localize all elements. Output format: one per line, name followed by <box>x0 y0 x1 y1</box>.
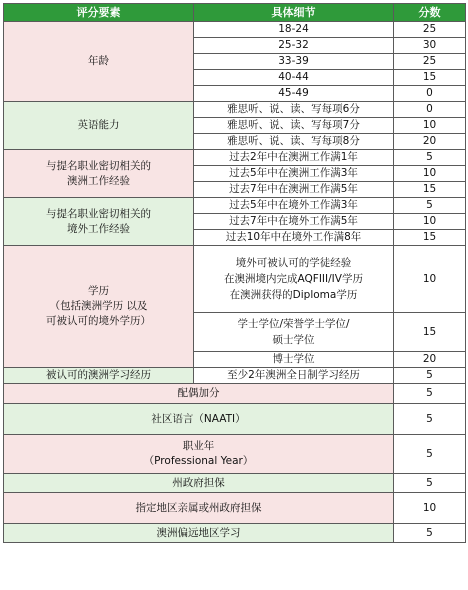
detail-line: 境外可被认可的学徒经验 <box>235 257 352 269</box>
header-detail: 具体细节 <box>194 4 394 22</box>
factor-english: 英语能力 <box>4 102 194 150</box>
factor-overseas-work <box>4 198 194 246</box>
points-cell: 5 <box>394 435 466 474</box>
detail-cell: 18-24 <box>194 22 394 38</box>
factor-label-line: （包括澳洲学历 以及 <box>49 300 148 312</box>
factor-label-line: 与提名职业密切相关的 <box>46 207 151 220</box>
detail-cell: 过去10年中在境外工作满8年 <box>194 230 394 246</box>
factor-community-language: 社区语言（NAATI） <box>4 404 394 435</box>
points-cell: 0 <box>394 102 466 118</box>
table-row <box>4 435 466 474</box>
points-cell: 15 <box>394 70 466 86</box>
factor-label-line: 境外工作经验 <box>67 222 130 235</box>
factor-regional-sponsor: 指定地区亲属或州政府担保 <box>4 493 394 524</box>
detail-cell: 40-44 <box>194 70 394 86</box>
table-row <box>4 150 466 166</box>
factor-regional-study: 澳洲偏远地区学习 <box>4 524 394 543</box>
factor-label-line: 职业年 <box>182 440 215 452</box>
factor-label-line: 学历 <box>88 285 109 297</box>
points-cell: 5 <box>394 198 466 214</box>
table-row <box>4 102 466 118</box>
factor-state-sponsor: 州政府担保 <box>4 474 394 493</box>
points-cell: 5 <box>394 368 466 384</box>
table-row <box>4 246 466 313</box>
points-cell: 5 <box>394 524 466 543</box>
detail-cell: 过去5年中在澳洲工作满3年 <box>194 166 394 182</box>
points-table-container <box>3 3 465 584</box>
detail-line: 学士学位/荣誉学士学位/ <box>237 318 350 330</box>
points-cell: 10 <box>394 493 466 524</box>
factor-aus-work <box>4 150 194 198</box>
factor-label-line: 可被认可的境外学历） <box>46 315 151 327</box>
points-cell: 10 <box>394 118 466 134</box>
detail-cell: 雅思听、说、读、写每项7分 <box>194 118 394 134</box>
factor-label-line: 澳洲工作经验 <box>67 174 130 187</box>
detail-cell: 45-49 <box>194 86 394 102</box>
detail-cell: 雅思听、说、读、写每项6分 <box>194 102 394 118</box>
detail-cell: 至少2年澳洲全日制学习经历 <box>194 368 394 384</box>
detail-cell <box>194 246 394 313</box>
detail-cell: 25-32 <box>194 38 394 54</box>
factor-label-line: （Professional Year） <box>143 455 254 467</box>
factor-label-line: 与提名职业密切相关的 <box>46 159 151 172</box>
table-row <box>4 384 466 404</box>
table-header-row <box>4 4 466 22</box>
table-row <box>4 524 466 543</box>
factor-spouse: 配偶加分 <box>4 384 394 404</box>
header-points: 分数 <box>394 4 466 22</box>
table-row <box>4 198 466 214</box>
points-cell: 25 <box>394 22 466 38</box>
points-cell: 10 <box>394 214 466 230</box>
points-cell: 5 <box>394 474 466 493</box>
table-row <box>4 404 466 435</box>
points-table <box>3 3 466 543</box>
detail-cell: 雅思听、说、读、写每项8分 <box>194 134 394 150</box>
table-row <box>4 22 466 38</box>
detail-cell: 过去2年中在澳洲工作满1年 <box>194 150 394 166</box>
detail-cell: 33-39 <box>194 54 394 70</box>
points-cell: 10 <box>394 246 466 313</box>
header-factor: 评分要素 <box>4 4 194 22</box>
points-cell: 0 <box>394 86 466 102</box>
points-cell: 15 <box>394 230 466 246</box>
detail-cell: 博士学位 <box>194 352 394 368</box>
detail-line: 在澳洲获得的Diploma学历 <box>229 289 358 301</box>
table-row <box>4 493 466 524</box>
table-row <box>4 368 466 384</box>
detail-line: 硕士学位 <box>272 334 315 346</box>
factor-education <box>4 246 194 368</box>
points-cell: 5 <box>394 384 466 404</box>
points-cell: 20 <box>394 134 466 150</box>
points-cell: 15 <box>394 182 466 198</box>
detail-cell <box>194 313 394 352</box>
table-row <box>4 474 466 493</box>
detail-cell: 过去7年中在境外工作满5年 <box>194 214 394 230</box>
points-cell: 5 <box>394 150 466 166</box>
detail-line: 在澳洲境内完成AQFIII/IV学历 <box>224 273 363 285</box>
points-cell: 10 <box>394 166 466 182</box>
points-cell: 30 <box>394 38 466 54</box>
points-cell: 20 <box>394 352 466 368</box>
factor-age: 年龄 <box>4 22 194 102</box>
points-cell: 25 <box>394 54 466 70</box>
points-cell: 15 <box>394 313 466 352</box>
factor-professional-year <box>4 435 394 474</box>
detail-cell: 过去5年中在境外工作满3年 <box>194 198 394 214</box>
detail-cell: 过去7年中在澳洲工作满5年 <box>194 182 394 198</box>
factor-aus-study: 被认可的澳洲学习经历 <box>4 368 194 384</box>
points-cell: 5 <box>394 404 466 435</box>
